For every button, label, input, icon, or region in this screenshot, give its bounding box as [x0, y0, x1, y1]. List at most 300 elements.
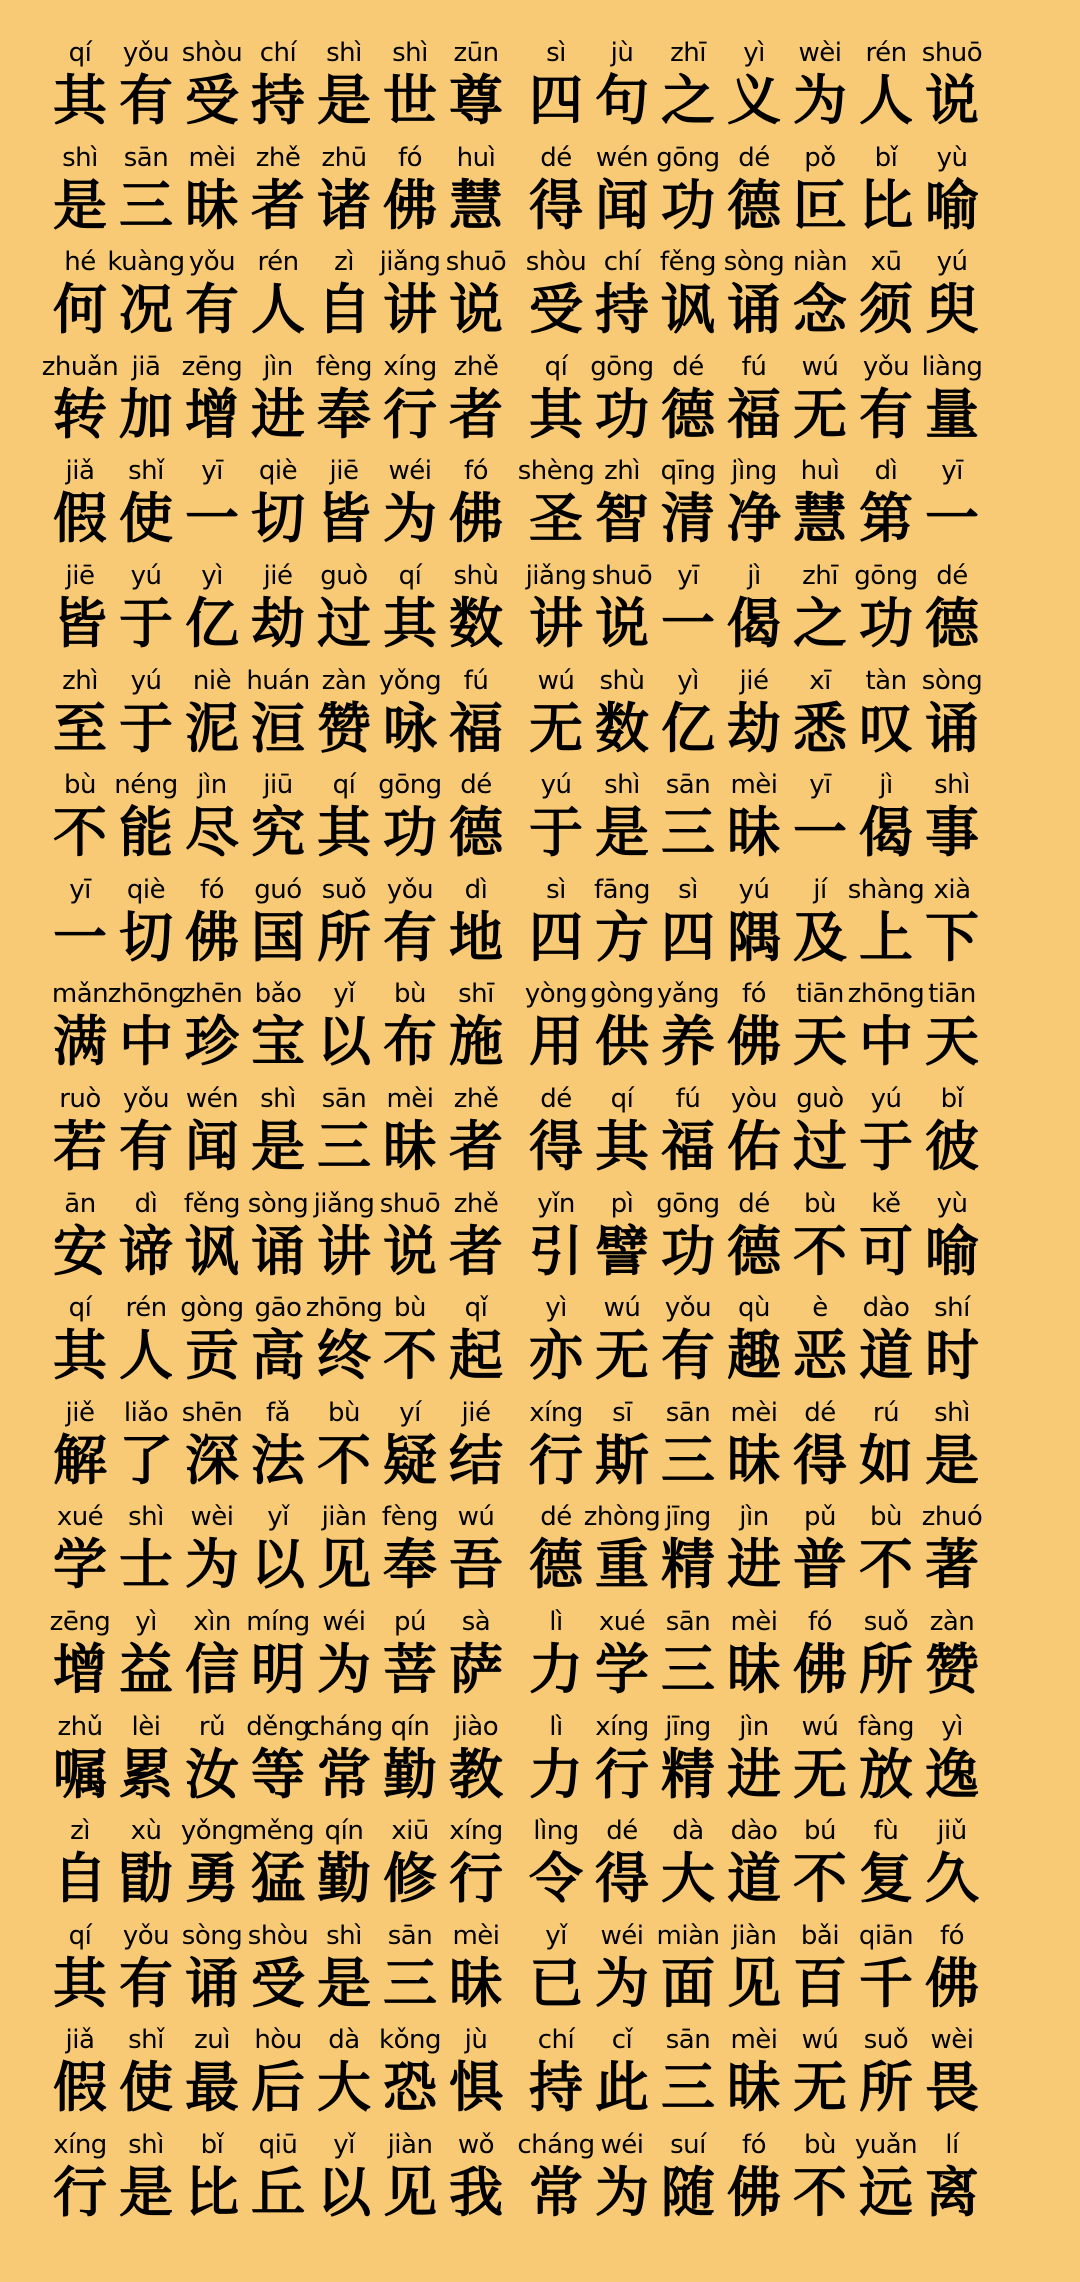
pinyin-label: yī [201, 456, 223, 487]
pinyin-label: xū [870, 247, 902, 278]
hanzi-character: 于 [119, 592, 173, 655]
pinyin-label: qí [544, 351, 568, 382]
pinyin-label: gōng [590, 351, 654, 382]
character-cell [920, 1814, 984, 1918]
character-cell [920, 1396, 984, 1500]
character-cell [847, 873, 925, 977]
hanzi-character: 昧 [727, 1428, 781, 1492]
hanzi-character: 累 [119, 1742, 173, 1806]
pinyin-label: zhě [453, 1188, 499, 1219]
pinyin-label: yǒng [180, 1816, 244, 1847]
hanzi-character: 行 [53, 2161, 107, 2224]
hanzi-character: 臾 [925, 278, 979, 342]
hanzi-character: 吾 [449, 1533, 503, 1597]
verse-line-right [524, 977, 979, 1081]
character-cell [312, 873, 376, 977]
pinyin-label: huì [456, 142, 496, 173]
hanzi-character: 结 [449, 1428, 503, 1492]
character-cell [48, 1814, 112, 1918]
pinyin-label: ruò [59, 1084, 101, 1114]
hanzi-character: 行 [529, 1428, 583, 1492]
hanzi-character: 是 [595, 801, 649, 865]
character-cell [590, 350, 654, 454]
pinyin-label: ān [64, 1188, 96, 1219]
verse-row [0, 1396, 1080, 1500]
character-cell [246, 245, 310, 349]
pinyin-label: è [812, 1293, 828, 1324]
pinyin-label: bǐ [940, 1084, 964, 1114]
hanzi-character: 恐 [383, 2056, 437, 2120]
character-cell [722, 1082, 786, 1186]
hanzi-character: 昧 [727, 801, 781, 865]
hanzi-character: 泥 [185, 696, 239, 760]
pinyin-label: wú [801, 1711, 839, 1742]
hanzi-character: 得 [529, 173, 583, 237]
character-cell [378, 2023, 442, 2127]
pinyin-label: yǐ [333, 2130, 355, 2160]
hanzi-character: 加 [119, 382, 173, 446]
character-cell [312, 1500, 376, 1604]
pinyin-label: bù [804, 2130, 836, 2160]
hanzi-character: 等 [251, 1742, 305, 1806]
character-cell [788, 768, 852, 872]
pinyin-label: qí [610, 1084, 634, 1114]
hanzi-character: 讲 [383, 278, 437, 342]
hanzi-character: 譬 [595, 1219, 649, 1283]
hanzi-character: 于 [119, 696, 173, 760]
hanzi-character: 以 [251, 1533, 305, 1597]
verse-line-right [529, 1605, 979, 1709]
character-cell [590, 36, 654, 140]
character-cell [378, 141, 442, 245]
character-cell [378, 1187, 442, 1291]
verse-line-left [53, 768, 503, 872]
verse-line-left [53, 873, 503, 977]
character-cell [722, 1919, 786, 2023]
hanzi-character: 受 [251, 1951, 305, 2015]
pinyin-label: pǒ [804, 142, 836, 173]
character-cell [590, 141, 654, 245]
pinyin-label: yú [936, 247, 968, 278]
pinyin-label: jiě [65, 1397, 95, 1428]
pinyin-label: xíng [383, 351, 437, 382]
pinyin-label: shuō [379, 1188, 441, 1219]
pinyin-label: shòu [525, 247, 587, 278]
hanzi-character: 佛 [383, 173, 437, 237]
verse-row [0, 977, 1080, 1081]
character-cell [722, 2023, 786, 2127]
character-cell [444, 1082, 508, 1186]
character-cell [180, 1605, 244, 1709]
verse-row [0, 1814, 1080, 1918]
pinyin-label: mèi [730, 770, 778, 801]
character-cell [590, 1605, 654, 1709]
pinyin-label: xī [809, 665, 831, 696]
pinyin-label: sān [321, 1084, 367, 1114]
character-cell [378, 977, 442, 1081]
character-cell [854, 664, 918, 768]
character-cell [524, 36, 588, 140]
hanzi-character: 究 [251, 801, 305, 865]
character-cell [788, 454, 852, 558]
hanzi-character: 随 [661, 2161, 715, 2224]
hanzi-character: 常 [317, 1742, 371, 1806]
character-cell [312, 141, 376, 245]
character-cell [114, 36, 178, 140]
character-cell [788, 36, 852, 140]
hanzi-character: 行 [449, 1847, 503, 1911]
pinyin-label: hòu [254, 2025, 302, 2056]
hanzi-character: 远 [859, 2161, 913, 2224]
character-cell [114, 559, 178, 663]
hanzi-character: 一 [53, 905, 107, 969]
pinyin-label: zhōng [107, 979, 185, 1010]
hanzi-character: 其 [595, 1115, 649, 1178]
hanzi-character: 以 [317, 2161, 371, 2224]
character-cell [854, 1605, 918, 1709]
pinyin-label: yì [677, 665, 699, 696]
hanzi-character: 勖 [119, 1847, 173, 1911]
hanzi-character: 有 [185, 278, 239, 342]
pinyin-label: jiǎ [65, 456, 95, 487]
pinyin-label: yú [540, 770, 572, 801]
character-cell [48, 454, 112, 558]
pinyin-label: wéi [388, 456, 432, 487]
character-cell [312, 350, 376, 454]
hanzi-character: 讲 [529, 592, 583, 655]
character-cell [788, 2128, 852, 2232]
pinyin-label: yǒu [386, 874, 434, 905]
pinyin-label: néng [114, 770, 178, 801]
pinyin-label: guò [796, 1084, 844, 1114]
hanzi-character: 咏 [383, 696, 437, 760]
hanzi-character: 说 [595, 592, 649, 655]
character-cell [656, 2128, 720, 2232]
pinyin-label: jiā [131, 351, 161, 382]
hanzi-character: 句 [595, 69, 649, 132]
pinyin-label: sān [665, 1397, 711, 1428]
character-cell [312, 36, 376, 140]
pinyin-label: wéi [600, 1920, 644, 1951]
character-cell [48, 1082, 112, 1186]
pinyin-label: shèng [517, 456, 595, 487]
hanzi-character: 下 [925, 905, 979, 969]
pinyin-label: yī [677, 561, 699, 591]
character-cell [444, 1710, 508, 1814]
pinyin-label: fāng [593, 874, 651, 905]
pinyin-label: yòu [730, 1084, 778, 1114]
character-cell [312, 454, 376, 558]
character-cell [590, 977, 654, 1081]
hanzi-character: 数 [449, 592, 503, 655]
character-cell [656, 1396, 720, 1500]
hanzi-character: 有 [119, 1951, 173, 2015]
character-cell [524, 664, 588, 768]
character-cell [524, 1605, 588, 1709]
pinyin-label: zhě [453, 1084, 499, 1114]
character-cell [590, 1082, 654, 1186]
verse-row [0, 1291, 1080, 1395]
pinyin-label: bù [394, 979, 426, 1010]
pinyin-label: fó [397, 142, 423, 173]
character-cell [48, 141, 112, 245]
pinyin-label: yǒu [122, 1084, 170, 1114]
pinyin-label: yǒu [188, 247, 236, 278]
pinyin-label: jìn [739, 1711, 769, 1742]
character-cell [656, 350, 720, 454]
hanzi-character: 百 [793, 1951, 847, 2015]
pinyin-label: guò [320, 561, 368, 591]
hanzi-character: 说 [925, 69, 979, 132]
pinyin-label: jì [879, 770, 893, 801]
character-cell [656, 1919, 720, 2023]
character-cell [524, 1814, 588, 1918]
character-cell [524, 1291, 588, 1395]
verse-line-left [53, 664, 503, 768]
character-cell [590, 873, 654, 977]
character-cell [583, 1500, 661, 1604]
hanzi-character: 世 [383, 69, 437, 132]
character-cell [517, 454, 595, 558]
pinyin-label: shù [599, 665, 645, 696]
hanzi-character: 假 [53, 2056, 107, 2120]
character-cell [180, 1291, 244, 1395]
hanzi-character: 为 [793, 69, 847, 132]
verse-line-right [525, 559, 979, 663]
character-cell [854, 454, 918, 558]
hanzi-character: 事 [925, 801, 979, 865]
character-cell [246, 141, 310, 245]
hanzi-character: 勤 [383, 1742, 437, 1806]
hanzi-character: 人 [119, 1324, 173, 1388]
pinyin-label: sān [123, 142, 169, 173]
pinyin-label: jié [461, 1397, 491, 1428]
pinyin-label: jīng [665, 1711, 711, 1742]
hanzi-character: 嘱 [53, 1742, 107, 1806]
verse-line-left [53, 454, 503, 558]
character-cell [788, 977, 852, 1081]
hanzi-character: 道 [859, 1324, 913, 1388]
hanzi-character: 于 [859, 1115, 913, 1178]
hanzi-character: 念 [793, 278, 847, 342]
pinyin-label: dào [862, 1293, 910, 1324]
pinyin-label: dà [328, 2025, 360, 2056]
pinyin-label: zhǔ [57, 1711, 103, 1742]
character-cell [114, 1919, 178, 2023]
hanzi-character: 畏 [925, 2056, 979, 2120]
pinyin-label: jìng [731, 456, 777, 487]
character-cell [48, 977, 112, 1081]
pinyin-label: wǒ [457, 2130, 495, 2160]
pinyin-label: shòu [247, 1920, 309, 1951]
hanzi-character: 福 [661, 1115, 715, 1178]
pinyin-label: dé [460, 770, 492, 801]
hanzi-character: 亿 [661, 696, 715, 760]
hanzi-character: 所 [859, 1638, 913, 1701]
character-cell [312, 1082, 376, 1186]
character-cell [854, 141, 918, 245]
hanzi-character: 见 [727, 1951, 781, 2015]
hanzi-character: 切 [251, 487, 305, 551]
character-cell [920, 664, 984, 768]
pinyin-label: yì [545, 1293, 567, 1324]
pinyin-label: zhōng [305, 1293, 383, 1324]
hanzi-character: 昧 [383, 1115, 437, 1178]
hanzi-character: 宝 [251, 1010, 305, 1074]
pinyin-label: zhě [255, 142, 301, 173]
character-cell [524, 1710, 588, 1814]
pinyin-label: sī [612, 1397, 632, 1428]
pinyin-label: yú [130, 561, 162, 591]
character-cell [378, 1919, 442, 2023]
hanzi-character: 无 [793, 382, 847, 446]
pinyin-label: jì [747, 561, 761, 591]
hanzi-character: 一 [661, 592, 715, 655]
pinyin-label: suǒ [863, 1607, 909, 1637]
character-cell [312, 1605, 376, 1709]
hanzi-character: 奉 [317, 382, 371, 446]
hanzi-character: 为 [595, 2161, 649, 2224]
character-cell [788, 350, 852, 454]
character-cell [180, 768, 244, 872]
verse-row [0, 2128, 1080, 2232]
character-cell [378, 245, 442, 349]
pinyin-label: jié [739, 665, 769, 696]
hanzi-character: 义 [727, 69, 781, 132]
character-cell [444, 2128, 508, 2232]
character-cell [246, 768, 310, 872]
pinyin-label: fó [939, 1920, 965, 1951]
character-cell [722, 1291, 786, 1395]
hanzi-character: 奉 [383, 1533, 437, 1597]
hanzi-character: 天 [793, 1010, 847, 1074]
pinyin-label: fú [463, 665, 489, 696]
pinyin-label: jiǎng [379, 247, 441, 278]
hanzi-character: 尊 [449, 69, 503, 132]
character-cell [722, 1396, 786, 1500]
hanzi-character: 是 [317, 1951, 371, 2015]
pinyin-label: yì [135, 1607, 157, 1637]
hanzi-character: 教 [449, 1742, 503, 1806]
pinyin-label: yī [69, 874, 91, 905]
verse-row [0, 454, 1080, 558]
character-cell [788, 1500, 852, 1604]
pinyin-label: kǒng [379, 2025, 441, 2056]
pinyin-label: pú [394, 1607, 426, 1637]
character-cell [788, 1187, 852, 1291]
character-cell [305, 1710, 383, 1814]
pinyin-label: zuì [194, 2025, 230, 2056]
character-cell [656, 977, 720, 1081]
verse-row [0, 2023, 1080, 2127]
hanzi-character: 用 [529, 1010, 583, 1074]
hanzi-character: 四 [529, 69, 583, 132]
pinyin-label: jiàn [731, 1920, 777, 1951]
hanzi-character: 得 [529, 1115, 583, 1178]
hanzi-character: 不 [793, 2161, 847, 2224]
character-cell [656, 454, 720, 558]
character-cell [524, 141, 588, 245]
pinyin-label: zàn [929, 1607, 975, 1637]
hanzi-character: 其 [53, 69, 107, 132]
verse-row [0, 559, 1080, 663]
hanzi-character: 劫 [251, 592, 305, 655]
hanzi-character: 有 [119, 69, 173, 132]
pinyin-label: chí [537, 2025, 575, 2056]
hanzi-character: 过 [793, 1115, 847, 1178]
character-cell [920, 2128, 984, 2232]
character-cell [444, 1396, 508, 1500]
character-cell [920, 141, 984, 245]
character-cell [920, 245, 984, 349]
pinyin-label: dà [672, 1816, 704, 1847]
pinyin-label: wèi [798, 38, 842, 68]
hanzi-character: 惧 [449, 2056, 503, 2120]
hanzi-character: 无 [595, 1324, 649, 1388]
character-cell [656, 768, 720, 872]
hanzi-character: 道 [727, 1847, 781, 1911]
pinyin-label: yòng [524, 979, 588, 1010]
hanzi-character: 持 [529, 2056, 583, 2120]
pinyin-label: yǐ [333, 979, 355, 1010]
character-cell [114, 1710, 178, 1814]
character-cell [722, 1605, 786, 1709]
character-cell [590, 1710, 654, 1814]
pinyin-label: wú [457, 1502, 495, 1533]
character-cell [722, 1710, 786, 1814]
verse-line-left [53, 1396, 503, 1500]
character-cell [444, 1500, 508, 1604]
character-cell [180, 559, 244, 663]
character-cell [48, 1187, 112, 1291]
hanzi-character: 四 [529, 905, 583, 969]
pinyin-label: shuō [921, 38, 983, 68]
hanzi-character: 不 [793, 1219, 847, 1283]
character-cell [722, 141, 786, 245]
pinyin-label: bǎi [800, 1920, 840, 1951]
pinyin-label: jìn [263, 351, 293, 382]
character-cell [788, 1919, 852, 2023]
pinyin-label: qí [398, 561, 422, 591]
verse-row [0, 768, 1080, 872]
pinyin-label: mèi [188, 142, 236, 173]
hanzi-character: 力 [529, 1638, 583, 1701]
character-cell [107, 245, 185, 349]
character-cell [114, 873, 178, 977]
pinyin-label: bú [804, 1816, 836, 1847]
pinyin-label: fěng [183, 1188, 241, 1219]
pinyin-label: tiān [796, 979, 844, 1010]
hanzi-character: 供 [595, 1010, 649, 1074]
character-cell [246, 1500, 310, 1604]
character-cell [656, 1605, 720, 1709]
character-cell [180, 141, 244, 245]
pinyin-label: rú [872, 1397, 900, 1428]
hanzi-character: 功 [661, 173, 715, 237]
verse-line-left [53, 2023, 503, 2127]
pinyin-label: qiān [858, 1920, 914, 1951]
hanzi-character: 是 [251, 1115, 305, 1178]
pinyin-label: zhòng [583, 1502, 661, 1533]
hanzi-character: 进 [251, 382, 305, 446]
character-cell [854, 1187, 918, 1291]
pinyin-label: jiē [329, 456, 359, 487]
character-cell [524, 245, 588, 349]
character-cell [312, 245, 376, 349]
hanzi-character: 人 [859, 69, 913, 132]
hanzi-character: 天 [925, 1010, 979, 1074]
character-cell [722, 350, 786, 454]
